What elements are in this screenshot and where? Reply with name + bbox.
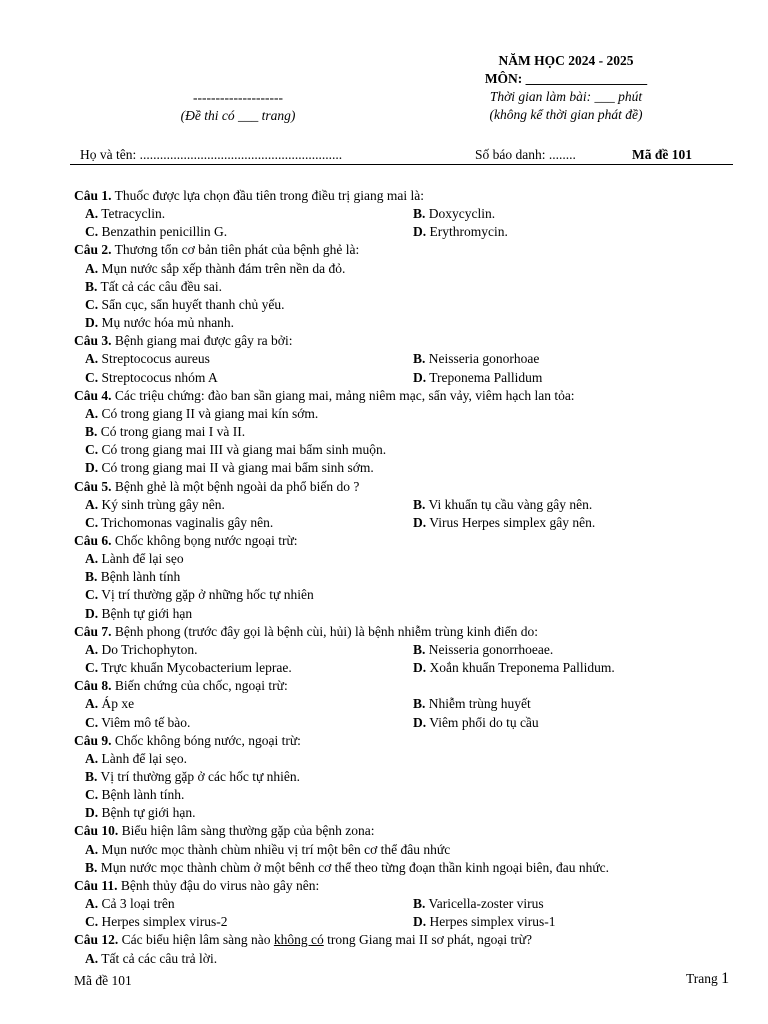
option-b: B. Tất cả các câu đều sai. [85,278,222,294]
option-a: A. Do Trichophyton. [85,641,198,657]
option-b: B. Doxycyclin. [413,206,496,222]
option-a: A. Tất cả các câu trả lời. [85,950,218,966]
option-d: D. Virus Herpes simplex gây nên. [413,514,596,530]
option-d: D. Treponema Pallidum [413,369,543,385]
option-b: B. Mụn nước mọc thành chùm ở một bênh cơ thể theo từng đoạn thần kinh ngoại biên, đau nhức. [85,859,610,875]
header-right [446,52,686,124]
options-row [74,641,744,659]
options-row [74,205,744,223]
option-a: A. Lành để lại sẹo [85,551,184,567]
option-a: A. Cả 3 loại trên [85,896,175,912]
subject-line: MÔN: __________________ [484,71,648,86]
question-12: Câu 12. Các biểu hiện lâm sàng nào không có trong Giang mai II sơ phát, ngoại trừ? [74,932,533,948]
option-a: A. Mụn nước sắp xếp thành đám trên nền da đỏ. [85,260,346,276]
option-d: D. Xoắn khuẩn Treponema Pallidum. [413,660,615,676]
option-c: C. Viêm mô tế bào. [85,714,191,730]
school-year: NĂM HỌC 2024 - 2025 [498,53,634,68]
options-row [74,895,744,913]
options-row [74,714,744,732]
options-row [74,223,744,241]
option-c: C. Benzathin penicillin G. [85,224,228,240]
option-c: C. Streptococus nhóm A [85,369,218,385]
question-5: Câu 5. Bệnh ghẻ là một bệnh ngoài da phổ biến do ? [74,478,360,494]
page-count-note: (Đề thi có ___ trang) [180,108,296,123]
footer-page [686,970,729,988]
time-note: (không kể thời gian phát đề) [489,107,643,122]
option-b: B. Varicella-zoster virus [413,896,544,912]
header-left [168,89,308,125]
option-b: B. Có trong giang mai I và II. [85,424,246,440]
option-d: D. Bệnh tự giới hạn. [85,805,196,821]
question-1: Câu 1. Thuốc được lựa chọn đầu tiên trong điều trị giang mai là: [74,188,424,203]
student-id-field: Số báo danh: ........ [475,147,576,162]
question-10: Câu 10. Biểu hiện lâm sàng thường gặp của bệnh zona: [74,823,375,839]
option-d: D. Có trong giang mai II và giang mai bẩm sinh sớm. [85,460,374,476]
option-d: D. Herpes simplex virus-1 [413,914,556,930]
options-row [74,369,744,387]
question-11: Câu 11. Bệnh thủy đậu do virus nào gây nên: [74,877,320,893]
option-d: D. Bệnh tự giới hạn [85,605,193,621]
option-b: B. Vi khuẩn tụ cầu vàng gây nên. [413,496,593,512]
option-a: A. Ký sinh trùng gây nên. [85,496,225,512]
option-c: C. Herpes simplex virus-2 [85,914,228,930]
option-a: A. Streptococus aureus [85,351,210,367]
exam-code: Mã đề 101 [632,147,692,162]
options-row [74,496,744,514]
option-d: D. Viêm phổi do tụ cầu [413,714,539,730]
question-3: Câu 3. Bệnh giang mai được gây ra bởi: [74,333,293,349]
options-row [74,350,744,368]
student-info-row [80,146,732,164]
option-a: A. Có trong giang II và giang mai kín sớm. [85,405,319,421]
options-row [74,695,744,713]
student-name-field: Họ và tên: ............................................................ [80,147,343,162]
option-a: A. Mụn nước mọc thành chùm nhiều vị trí một bên cơ thể đâu nhức [85,841,451,857]
option-b: B. Bệnh lành tính [85,569,181,585]
underlined-phrase: không có [273,932,324,948]
option-c: C. Sẩn cục, sẩn huyết thanh chủ yếu. [85,296,285,312]
option-a: A. Áp xe [85,696,135,712]
header-divider [70,164,733,165]
option-d: D. Erythromycin. [413,224,508,240]
option-c: C. Trichomonas vaginalis gây nên. [85,514,274,530]
question-2: Câu 2. Thương tổn cơ bản tiên phát của bệnh ghẻ là: [74,242,360,258]
option-b: B. Neisseria gonorhoae [413,351,540,367]
option-b: B. Vị trí thường gặp ở các hốc tự nhiên. [85,769,301,784]
options-row [74,913,744,931]
page-label: Trang [686,971,722,986]
option-a: A. Tetracyclin. [85,206,166,222]
question-7: Câu 7. Bệnh phong (trước đây gọi là bệnh cùi, hủi) là bệnh nhiễm trùng kinh điển do: [74,623,539,639]
option-c: C. Trực khuẩn Mycobacterium leprae. [85,660,292,676]
question-list [74,187,744,968]
question-8: Câu 8. Biến chứng của chốc, ngoại trừ: [74,678,288,694]
option-a: A. Lành để lại sẹo. [85,750,187,766]
question-6: Câu 6. Chốc không bọng nước ngoại trừ: [74,532,298,548]
footer-exam-code: Mã đề 101 [74,973,132,988]
time-limit: Thời gian làm bài: ___ phút [489,89,643,104]
option-d: D. Mụ nước hóa mủ nhanh. [85,315,235,331]
question-4: Câu 4. Các triệu chứng: đào ban sần giang mai, mảng niêm mạc, sẩn vảy, viêm hạch lan tỏa: [74,387,575,403]
header-dashes: -------------------- [193,90,283,105]
options-row [74,514,744,532]
options-row [74,659,744,677]
option-c: C. Vị trí thường gặp ở những hốc tự nhiên [85,587,314,603]
option-b: B. Nhiễm trùng huyết [413,696,531,712]
page-number: 1 [721,970,730,987]
option-c: C. Bệnh lành tính. [85,787,185,803]
option-c: C. Có trong giang mai III và giang mai bẩm sinh muộn. [85,442,387,458]
option-b: B. Neisseria gonorrhoeae. [413,641,554,657]
question-9: Câu 9. Chốc không bóng nước, ngoại trừ: [74,732,301,748]
